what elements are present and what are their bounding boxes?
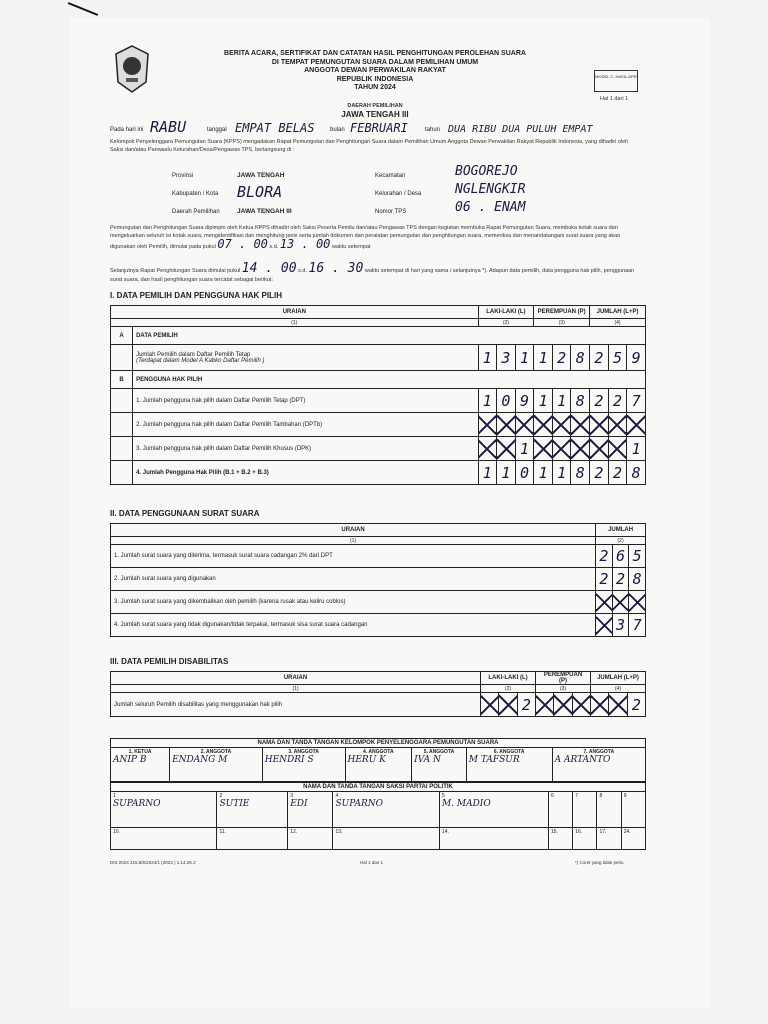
col-jumlah: JUMLAH (L+P) — [590, 306, 646, 319]
section-2-table: URAIAN JUMLAH (1) (2) 1. Jumlah surat suara yang diterima, termasuk surat suara cadangan 2% dari DPT 2 6 5 2. Jumlah surat suara yang digunakan 2 2 8 3. Jumlah surat suara yang dikembalikan oleh pemilih (karena rusak atau keliru coblos) 4. Jumlah surat suara yang tidak digunakan/tidak terpakai, termasuk sisa surat suara cadangan 3 7 — [110, 523, 646, 637]
daerah-value: JAWA TENGAH III — [237, 208, 292, 215]
kpps-signature-cell: 6. ANGGOTA M TAFSUR — [466, 748, 552, 782]
table-row: 4. Jumlah Pengguna Hak Pilih (B.1 + B.2 + B.3) 1 1 0 1 1 8 2 2 8 — [111, 461, 646, 485]
saksi-name: SUPARNO — [113, 799, 161, 809]
kpps-signature-cell: 7. ANGGOTA A ARTANTO — [552, 748, 645, 782]
kecamatan-label: Kecamatan — [375, 173, 406, 179]
table-row: 4. Jumlah surat suara yang tidak digunakan/tidak terpakai, termasuk sisa surat suara cadangan 3 7 — [111, 614, 646, 637]
end-time: 13 . 00 — [279, 237, 331, 251]
bulan-value: FEBRUARI — [350, 121, 408, 135]
kelurahan-value: NGLENGKIR — [455, 182, 526, 197]
kabupaten-value: BLORA — [237, 183, 283, 201]
col-jumlah: JUMLAH — [596, 524, 646, 537]
table-row: Jumlah seluruh Pemilih disabilitas yang menggunakan hak pilih 2 2 — [111, 693, 646, 717]
col-uraian: URAIAN — [111, 672, 481, 685]
page-indicator: Hal 1 dari 1 — [600, 96, 629, 102]
body-paragraph-1: Pemungutan dan Penghitungan Suara dipimpin oleh Ketua KPPS dihadiri oleh Saksi Peserta Pemilu dan/atau Pengawas TPS dengan kegiatan membuka Rapat Pemungutan Suara, membuka kotak suara dan mengeluarkan seluruh isi kotak suara, mengidentifikasi dan menghitung jenis serta jumlah dokumen dan peralatan pemungutan dan penghitungan suara, memeriksa dan menandatangani surat suara yang akan digunakan oleh Pemilih, dimulai pada pukul 07 . 00 s.d. 13 . 00 waktu setempat — [110, 225, 621, 251]
saksi-name: M. MADIO — [441, 799, 491, 809]
kpps-name: IVA N — [414, 755, 441, 765]
footer-page: Hal 1 dari 1 — [360, 860, 384, 865]
doc-title: BERITA ACARA, SERTIFIKAT DAN CATATAN HASIL PENGHITUNGAN PEROLEHAN SUARA DI TEMPAT PEMUNGUTAN SUARA DALAM PEMILIHAN UMUM ANGGOTA DEWAN PERWAKILAN RAKYAT REPUBLIK INDONESIA TAHUN 2024 — [224, 50, 526, 91]
col-perempuan: PEREMPUAN (P) — [534, 306, 590, 319]
kpps-signature-cell: 3. ANGGOTA HENDRI S — [262, 748, 345, 782]
dapil-heading: DAERAH PEMILIHAN JAWA TENGAH III — [341, 103, 409, 119]
saksi-number-cell: 17. — [597, 828, 621, 850]
provinsi-label: Provinsi — [172, 173, 194, 179]
start-time: 07 . 00 — [217, 237, 268, 251]
section-3-table: URAIAN LAKI-LAKI (L) PEREMPUAN (P) JUMLAH (L+P) (1) (2) (3) (4) Jumlah seluruh Pemilih disabilitas yang menggunakan hak pilih 2 2 — [110, 671, 646, 717]
data-pemilih-heading: DATA PEMILIH — [133, 327, 646, 345]
saksi-signature-cell: 7 — [573, 792, 597, 828]
kpps-signature-cell: 2. ANGGOTA ENDANG M — [170, 748, 263, 782]
saksi-number-cell: 12. — [288, 828, 333, 850]
saksi-number-cell: 15. — [549, 828, 573, 850]
table-row: 3. Jumlah pengguna hak pilih dalam Daftar Pemilih Khusus (DPK) 1 1 — [111, 437, 646, 461]
form-code-box: MODEL C. HASIL-DPR — [594, 70, 638, 92]
pengguna-hak-pilih-heading: PENGGUNA HAK PILIH — [133, 371, 646, 389]
saksi-name: SUPARNO — [335, 799, 383, 809]
table-row: 1. Jumlah surat suara yang diterima, termasuk surat suara cadangan 2% dari DPT 2 6 5 — [111, 545, 646, 568]
hari-label: Pada hari ini — [110, 127, 144, 133]
hari-value: RABU — [150, 118, 187, 136]
tahun-value: DUA RIBU DUA PULUH EMPAT — [448, 124, 593, 135]
kpps-signature-table: NAMA DAN TANDA TANGAN KELOMPOK PENYELENGGARA PEMUNGUTAN SUARA 1. KETUA ANIP B 2. ANGGOTA ENDANG M 3. ANGGOTA HENDRI S 4. ANGGOTA HERU K 5. ANGGOTA IVA N 6. ANGGOTA M TAFSUR 7. ANGGOTA A ARTANTO — [110, 738, 646, 782]
kpps-name: HENDRI S — [264, 755, 314, 765]
kpps-signature-cell: 1. KETUA ANIP B — [111, 748, 170, 782]
section-3-title: III. DATA PEMILIH DISABILITAS — [110, 657, 229, 666]
saksi-signature-cell: 2 SUTIE — [217, 792, 288, 828]
saksi-signature-cell: 6 — [549, 792, 573, 828]
kpps-signature-cell: 5. ANGGOTA IVA N — [412, 748, 467, 782]
footer-code: DIS 2024 215.8/6/2024/1 (2023 ) 1.14.26.2 — [110, 860, 196, 865]
saksi-number-cell: 11. — [217, 828, 288, 850]
saksi-name: SUTIE — [219, 799, 250, 809]
body-paragraph-2: Selanjutnya Rapat Penghitungan Suara dimulai pukul 14 . 00 s.d. 16 . 30 waktu setempat di hari yang sama / selanjutnya *). Adapun data pemilih, data pengguna hak pilih, penggunaan surat suara, dan hasil penghitungan suara tercatat sebagai berikut: — [110, 261, 635, 283]
kpu-logo-icon — [112, 42, 152, 98]
kpps-name: M TAFSUR — [468, 755, 520, 765]
col-uraian: URAIAN — [111, 524, 596, 537]
tahun-label: tahun — [425, 127, 441, 133]
tps-label: Nomor TPS — [375, 209, 407, 215]
kabupaten-label: Kabupaten / Kota — [172, 191, 219, 197]
col-perempuan: PEREMPUAN (P) — [536, 672, 591, 685]
saksi-signature-cell: 8 — [597, 792, 621, 828]
kpps-name: ANIP B — [113, 755, 147, 765]
tanggal-label: tanggal — [207, 127, 227, 133]
saksi-signature-cell: 9 — [621, 792, 645, 828]
col-laki: LAKI-LAKI (L) — [478, 306, 534, 319]
tps-value: 06 . ENAM — [455, 200, 526, 215]
col-jumlah: JUMLAH (L+P) — [591, 672, 646, 685]
saksi-number-cell: 16. — [573, 828, 597, 850]
saksi-number-cell: 10. — [111, 828, 217, 850]
kpps-name: ENDANG M — [172, 755, 228, 765]
section-1-title: I. DATA PEMILIH DAN PENGGUNA HAK PILIH — [110, 291, 282, 300]
saksi-signature-cell: 4 SUPARNO — [333, 792, 439, 828]
kecamatan-value: BOGOREJO — [455, 164, 518, 179]
intro-text: Kelompok Penyelenggara Pemungutan Suara (KPPS) mengadakan Rapat Pemungutan dan Penghitungan Suara dalam Pemilihan Umum Anggota Dewan Perwakilan Rakyat Republik Indonesia, yang dihadiri oleh Saksi dan/atau Panwaslu Kelurahan/Desa/Pengawas TPS, berlangsung di : — [110, 139, 629, 153]
saksi-name: EDI — [290, 799, 308, 809]
saksi-number-cell: 13. — [333, 828, 439, 850]
saksi-number-cell: 14. — [439, 828, 548, 850]
rapat-end: 16 . 30 — [308, 261, 364, 276]
saksi-number-cell: 24. — [621, 828, 645, 850]
col-uraian: URAIAN — [111, 306, 479, 319]
daerah-label: Daerah Pemilihan — [172, 209, 220, 215]
section-1-table: URAIAN LAKI-LAKI (L) PEREMPUAN (P) JUMLAH (L+P) (1) (2) (3) (4) A DATA PEMILIH Jumlah Pemilih dalam Daftar Pemilih Tetap (Terdapat dalam Model A Kabko Daftar Pemilih ) 1 3 1 1 2 8 2 5 9 B PENGGUNA HAK PILIH 1. Jumlah pengguna hak pilih dalam Daftar Pemilih Tetap (DPT) 1 0 9 1 1 8 2 2 7 2. Jumlah pengguna hak pilih dalam Daftar Pemilih Tambahan (DPTb) 3. Jumlah pengguna hak pilih dalam Daftar Pemilih Khusus (DPK) 1 1 4. Jumlah Pengguna Hak Pilih (B.1 + B.2 + B.3) 1 1 0 1 1 8 2 2 8 — [110, 305, 646, 485]
footer-note: *) Coret yang tidak perlu — [575, 860, 624, 865]
table-row: 2. Jumlah surat suara yang digunakan 2 2 8 — [111, 568, 646, 591]
table-row: 1. Jumlah pengguna hak pilih dalam Daftar Pemilih Tetap (DPT) 1 0 9 1 1 8 2 2 7 — [111, 389, 646, 413]
kelurahan-label: Kelurahan / Desa — [375, 191, 422, 197]
table-row: 2. Jumlah pengguna hak pilih dalam Daftar Pemilih Tambahan (DPTb) — [111, 413, 646, 437]
saksi-signature-table: NAMA DAN TANDA TANGAN SAKSI PARTAI POLITIK 1 SUPARNO 2 SUTIE 3 EDI 4 SUPARNO 5 M. MADIO 6 7 8 9 10. 11. 12. 13. 14. 15. 16. 17. 24. — [110, 782, 646, 850]
bulan-label: bulan — [330, 127, 345, 133]
saksi-signature-cell: 5 M. MADIO — [439, 792, 548, 828]
kpps-name: A ARTANTO — [554, 755, 611, 765]
pen-stroke-mark — [68, 2, 98, 16]
saksi-signature-cell: 1 SUPARNO — [111, 792, 217, 828]
table-row: 3. Jumlah surat suara yang dikembalikan oleh pemilih (karena rusak atau keliru coblos) — [111, 591, 646, 614]
col-laki: LAKI-LAKI (L) — [481, 672, 536, 685]
saksi-signature-cell: 3 EDI — [288, 792, 333, 828]
tanggal-value: EMPAT BELAS — [235, 121, 315, 135]
kpps-name: HERU K — [347, 755, 386, 765]
table-row: Jumlah Pemilih dalam Daftar Pemilih Tetap (Terdapat dalam Model A Kabko Daftar Pemilih ) 1 3 1 1 2 8 2 5 9 — [111, 345, 646, 371]
section-2-title: II. DATA PENGGUNAAN SURAT SUARA — [110, 509, 260, 518]
rapat-start: 14 . 00 — [241, 261, 297, 276]
kpps-signature-cell: 4. ANGGOTA HERU K — [345, 748, 412, 782]
provinsi-value: JAWA TENGAH — [237, 172, 285, 179]
